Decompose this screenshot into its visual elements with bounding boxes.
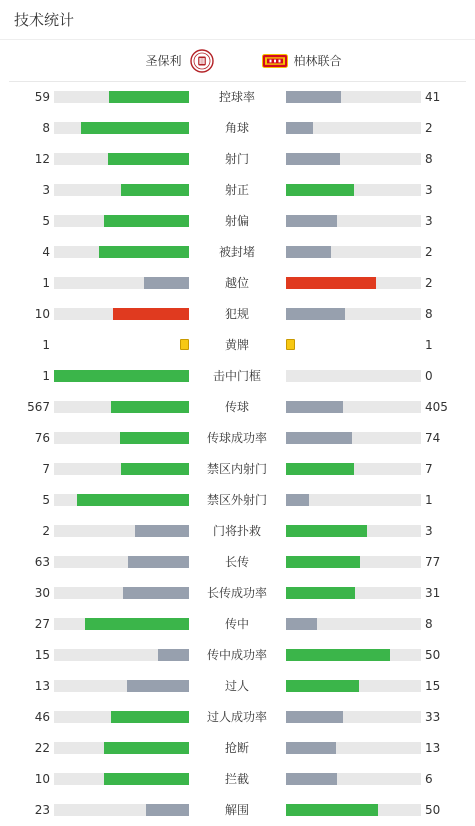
stat-row bbox=[0, 640, 475, 671]
home-stat-fill bbox=[113, 308, 189, 320]
stat-label: 角球 bbox=[224, 121, 249, 135]
stat-label: 被封堵 bbox=[218, 245, 255, 259]
stat-row bbox=[0, 733, 475, 764]
away-stat-fill bbox=[286, 246, 331, 258]
stat-row bbox=[0, 392, 475, 423]
away-stat-bar bbox=[286, 494, 421, 506]
away-stat-value: 1 bbox=[425, 338, 433, 352]
stat-label: 控球率 bbox=[218, 90, 255, 104]
home-stat-bar bbox=[54, 494, 189, 506]
home-stat-fill bbox=[99, 246, 189, 258]
home-stat-fill bbox=[54, 370, 189, 382]
away-stat-value: 7 bbox=[425, 462, 433, 476]
away-stat-value: 3 bbox=[425, 214, 433, 228]
home-stat-value: 63 bbox=[34, 555, 50, 569]
stat-label: 射门 bbox=[224, 152, 249, 166]
stat-row bbox=[0, 82, 475, 113]
home-stat-fill bbox=[121, 463, 189, 475]
away-stat-bar bbox=[286, 680, 421, 692]
home-stat-bar bbox=[54, 680, 189, 692]
stat-label: 长传成功率 bbox=[206, 586, 267, 600]
away-stat-value: 3 bbox=[425, 183, 433, 197]
away-stat-bar bbox=[286, 649, 421, 661]
home-stat-value: 15 bbox=[34, 648, 50, 662]
away-stat-value: 33 bbox=[425, 710, 441, 724]
page-header bbox=[0, 0, 475, 40]
away-stat-value: 74 bbox=[425, 431, 441, 445]
home-team-logo-icon bbox=[190, 49, 214, 73]
home-stat-fill bbox=[135, 525, 189, 537]
stat-row bbox=[0, 237, 475, 268]
home-stat-fill bbox=[111, 711, 189, 723]
home-stat-fill bbox=[144, 277, 189, 289]
stat-label: 射偏 bbox=[224, 214, 249, 228]
away-stat-fill bbox=[286, 773, 337, 785]
home-stat-value: 2 bbox=[42, 524, 50, 538]
stat-label: 解围 bbox=[224, 803, 249, 817]
stat-label: 击中门框 bbox=[212, 369, 261, 383]
away-stat-fill bbox=[286, 587, 355, 599]
away-stat-bar bbox=[286, 184, 421, 196]
home-team[interactable] bbox=[9, 49, 238, 73]
stat-label: 传球成功率 bbox=[206, 431, 267, 445]
stat-row bbox=[0, 361, 475, 392]
home-stat-fill bbox=[109, 91, 189, 103]
teams-row bbox=[9, 40, 466, 82]
stat-row bbox=[0, 206, 475, 237]
home-stat-bar bbox=[54, 773, 189, 785]
stat-label: 传中成功率 bbox=[206, 648, 267, 662]
stat-label: 过人 bbox=[224, 679, 249, 693]
home-stat-value: 4 bbox=[42, 245, 50, 259]
away-stat-value: 15 bbox=[425, 679, 441, 693]
away-stat-fill bbox=[286, 153, 340, 165]
away-stat-fill bbox=[286, 494, 309, 506]
away-stat-bar bbox=[286, 153, 421, 165]
home-stat-bar bbox=[54, 277, 189, 289]
home-stat-value: 7 bbox=[42, 462, 50, 476]
stat-row bbox=[0, 299, 475, 330]
away-stat-bar bbox=[286, 525, 421, 537]
away-stat-value: 41 bbox=[425, 90, 441, 104]
home-stat-bar bbox=[54, 587, 189, 599]
away-stat-bar bbox=[286, 277, 421, 289]
away-stat-value: 31 bbox=[425, 586, 441, 600]
away-stat-bar bbox=[286, 401, 421, 413]
away-stat-value: 50 bbox=[425, 648, 441, 662]
away-stat-fill bbox=[286, 91, 341, 103]
away-stat-bar bbox=[286, 463, 421, 475]
stat-row bbox=[0, 702, 475, 733]
away-stat-bar bbox=[286, 804, 421, 816]
stat-row bbox=[0, 175, 475, 206]
home-stat-bar bbox=[54, 184, 189, 196]
away-stat-bar bbox=[286, 370, 421, 382]
away-team-name: 柏林联合 bbox=[293, 54, 342, 68]
stat-label: 拦截 bbox=[224, 772, 249, 786]
away-stat-fill bbox=[286, 215, 337, 227]
stat-label: 犯规 bbox=[224, 307, 249, 321]
away-stat-bar bbox=[286, 587, 421, 599]
away-stat-fill bbox=[286, 618, 317, 630]
home-stat-fill bbox=[104, 742, 189, 754]
home-stat-bar bbox=[54, 339, 189, 351]
home-stat-fill bbox=[81, 122, 189, 134]
away-stat-fill bbox=[286, 649, 390, 661]
away-stat-fill bbox=[286, 680, 359, 692]
away-stat-bar bbox=[286, 618, 421, 630]
away-stat-value: 77 bbox=[425, 555, 441, 569]
away-stat-value: 8 bbox=[425, 617, 433, 631]
away-stat-fill bbox=[286, 711, 343, 723]
away-stat-bar bbox=[286, 308, 421, 320]
home-stat-value: 23 bbox=[34, 803, 50, 817]
home-stat-value: 10 bbox=[34, 772, 50, 786]
stat-row bbox=[0, 764, 475, 795]
home-stat-bar bbox=[54, 370, 189, 382]
home-stat-bar bbox=[54, 122, 189, 134]
stat-label: 越位 bbox=[224, 276, 249, 290]
away-stat-bar bbox=[286, 339, 421, 351]
stat-row bbox=[0, 795, 475, 826]
home-stat-bar bbox=[54, 246, 189, 258]
home-stat-value: 27 bbox=[34, 617, 50, 631]
away-stat-bar bbox=[286, 215, 421, 227]
home-stat-value: 1 bbox=[42, 369, 50, 383]
home-stat-value: 1 bbox=[42, 338, 50, 352]
home-stat-bar bbox=[54, 91, 189, 103]
home-stat-fill bbox=[77, 494, 189, 506]
away-team[interactable] bbox=[238, 52, 467, 69]
away-stat-value: 405 bbox=[425, 400, 448, 414]
home-stat-fill bbox=[108, 153, 189, 165]
home-stat-bar bbox=[54, 401, 189, 413]
home-stat-fill bbox=[121, 184, 189, 196]
stat-label: 黄牌 bbox=[224, 338, 249, 352]
away-stat-value: 8 bbox=[425, 307, 433, 321]
home-stat-value: 46 bbox=[34, 710, 50, 724]
home-stat-value: 76 bbox=[34, 431, 50, 445]
away-stat-value: 13 bbox=[425, 741, 441, 755]
away-stat-fill bbox=[286, 401, 343, 413]
home-team-name: 圣保利 bbox=[145, 54, 182, 68]
home-stat-value: 3 bbox=[42, 183, 50, 197]
stat-row bbox=[0, 578, 475, 609]
stat-label: 传球 bbox=[224, 400, 249, 414]
stat-row bbox=[0, 547, 475, 578]
away-stat-fill bbox=[286, 308, 345, 320]
home-stat-bar bbox=[54, 153, 189, 165]
stat-row bbox=[0, 516, 475, 547]
home-stat-fill bbox=[146, 804, 189, 816]
away-stat-fill bbox=[286, 432, 352, 444]
away-stat-value: 2 bbox=[425, 121, 433, 135]
away-stat-value: 8 bbox=[425, 152, 433, 166]
home-stat-bar bbox=[54, 804, 189, 816]
stat-row bbox=[0, 454, 475, 485]
away-stat-value: 0 bbox=[425, 369, 433, 383]
home-stat-fill bbox=[104, 773, 189, 785]
stat-label: 禁区内射门 bbox=[206, 462, 267, 476]
away-stat-bar bbox=[286, 91, 421, 103]
away-stat-bar bbox=[286, 122, 421, 134]
away-stat-bar bbox=[286, 711, 421, 723]
away-stat-bar bbox=[286, 556, 421, 568]
away-stat-fill bbox=[286, 742, 336, 754]
away-stat-fill bbox=[286, 804, 378, 816]
stat-label: 禁区外射门 bbox=[206, 493, 267, 507]
home-stat-fill bbox=[127, 680, 189, 692]
home-stat-bar bbox=[54, 308, 189, 320]
home-stat-fill bbox=[111, 401, 189, 413]
stat-label: 门将扑救 bbox=[212, 524, 261, 538]
home-stat-bar bbox=[54, 711, 189, 723]
home-stat-bar bbox=[54, 432, 189, 444]
home-stat-fill bbox=[123, 587, 189, 599]
home-stat-value: 5 bbox=[42, 493, 50, 507]
home-stat-fill bbox=[128, 556, 189, 568]
away-stat-bar bbox=[286, 773, 421, 785]
home-stat-value: 8 bbox=[42, 121, 50, 135]
away-stat-value: 2 bbox=[425, 276, 433, 290]
home-stat-bar bbox=[54, 215, 189, 227]
away-stat-fill bbox=[286, 122, 313, 134]
away-stat-value: 6 bbox=[425, 772, 433, 786]
stat-row bbox=[0, 671, 475, 702]
away-stat-fill bbox=[286, 463, 354, 475]
home-stat-value: 5 bbox=[42, 214, 50, 228]
home-stat-value: 10 bbox=[34, 307, 50, 321]
stat-row bbox=[0, 144, 475, 175]
home-stat-bar bbox=[54, 742, 189, 754]
stats-list bbox=[0, 82, 475, 826]
stat-label: 抢断 bbox=[224, 741, 249, 755]
home-stat-fill bbox=[104, 215, 189, 227]
home-stat-bar bbox=[54, 618, 189, 630]
stat-label: 射正 bbox=[224, 183, 249, 197]
home-stat-bar bbox=[54, 463, 189, 475]
away-stat-bar bbox=[286, 432, 421, 444]
away-stat-fill bbox=[286, 184, 354, 196]
home-stat-value: 567 bbox=[27, 400, 50, 414]
home-stat-value: 12 bbox=[34, 152, 50, 166]
away-stat-fill bbox=[286, 277, 376, 289]
away-stat-value: 3 bbox=[425, 524, 433, 538]
home-stat-value: 22 bbox=[34, 741, 50, 755]
away-stat-value: 1 bbox=[425, 493, 433, 507]
stat-label: 过人成功率 bbox=[206, 710, 267, 724]
stat-row bbox=[0, 268, 475, 299]
home-stat-fill bbox=[85, 618, 189, 630]
stat-row bbox=[0, 423, 475, 454]
stat-row bbox=[0, 330, 475, 361]
away-stat-value: 2 bbox=[425, 245, 433, 259]
away-stat-fill bbox=[286, 556, 360, 568]
away-stat-bar bbox=[286, 246, 421, 258]
home-stat-fill bbox=[158, 649, 189, 661]
stat-row bbox=[0, 609, 475, 640]
yellow-card-icon bbox=[286, 339, 295, 350]
stat-label: 长传 bbox=[224, 555, 249, 569]
home-stat-value: 30 bbox=[34, 586, 50, 600]
home-stat-fill bbox=[120, 432, 189, 444]
home-stat-bar bbox=[54, 649, 189, 661]
stat-row bbox=[0, 113, 475, 144]
home-stat-value: 1 bbox=[42, 276, 50, 290]
page-title: 技术统计 bbox=[14, 11, 75, 29]
stat-label: 传中 bbox=[224, 617, 249, 631]
home-stat-value: 13 bbox=[34, 679, 50, 693]
home-stat-bar bbox=[54, 556, 189, 568]
home-stat-value: 59 bbox=[34, 90, 50, 104]
stat-row bbox=[0, 485, 475, 516]
away-stat-value: 50 bbox=[425, 803, 441, 817]
home-stat-bar bbox=[54, 525, 189, 537]
away-stat-bar bbox=[286, 742, 421, 754]
away-team-logo-icon bbox=[262, 54, 288, 68]
away-stat-fill bbox=[286, 525, 367, 537]
